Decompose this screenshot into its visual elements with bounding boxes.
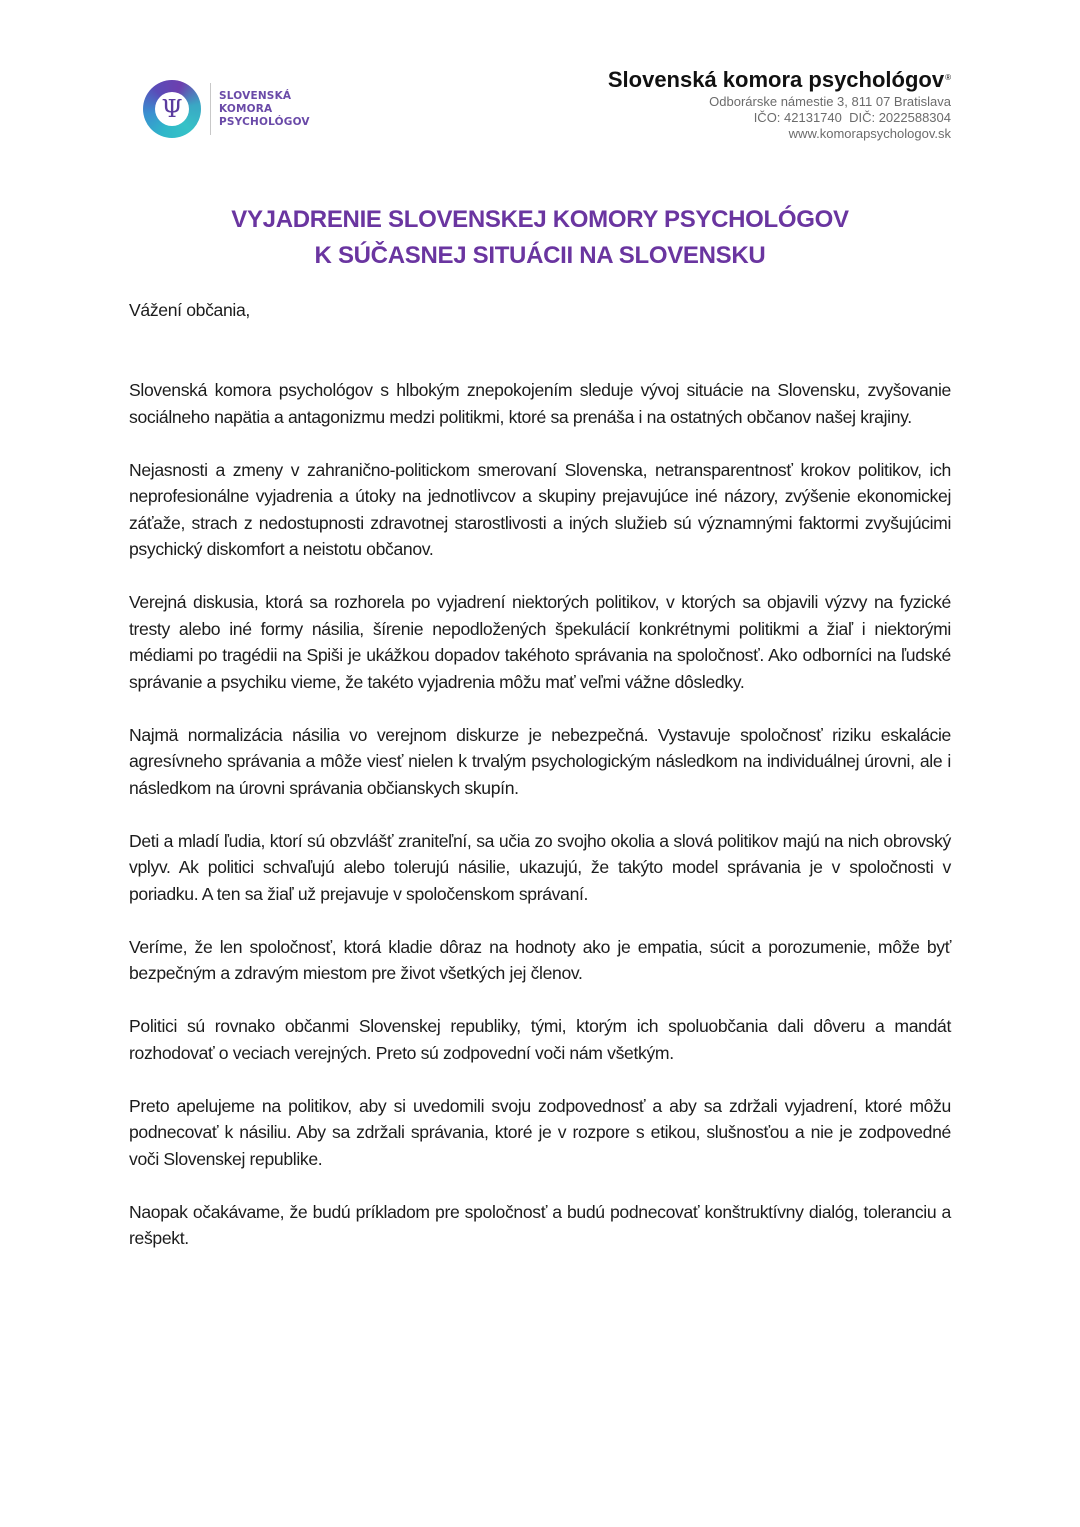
registered-mark: ® (945, 73, 951, 82)
paragraph: Veríme, že len spoločnosť, ktorá kladie dôraz na hodnoty ako je empatia, súcit a porozumenie, môže byť bezpečným a zdravým miestom pre život všetkých jej členov. (129, 936, 951, 983)
letterhead-contact (608, 66, 951, 142)
organization-name (608, 66, 951, 94)
paragraph: Politici sú rovnako občanmi Slovenskej republiky, tými, ktorým ich spoluobčania dali dôveru a mandát rozhodovať o veciach verejných. Preto sú zodpovední voči nám všetkým. (129, 1016, 951, 1063)
paragraph: Slovenská komora psychológov s hlbokým znepokojením sleduje vývoj situácie na Slovensku, zvyšovanie sociálneho napätia a antagonizmu medzi politikmi, ktoré sa prenáša i na ostatných občanov našej krajiny. (129, 380, 951, 427)
organization-name-text: Slovenská komora psychológov (607, 67, 945, 92)
document-title-line-2: K SÚČASNEJ SITUÁCII NA SLOVENSKU (314, 242, 766, 269)
psi-circle-logo-icon (143, 80, 201, 138)
letter-body (129, 377, 951, 1278)
psi-symbol: Ψ (155, 92, 189, 126)
document-title (0, 202, 1080, 274)
organization-website: www.komorapsychologov.sk (788, 126, 951, 141)
organization-logo (143, 80, 310, 138)
logo-line-3: PSYCHOLÓGOV (219, 115, 310, 128)
paragraph: Nejasnosti a zmeny v zahranično-politickom smerovaní Slovenska, netransparentnosť krokov politikov, ich neprofesionálne vyjadrenia a útoky na jednotlivcov a skupiny prejavujúce iné názory, zvýšenie ekonomickej záťaže, strach z nedostupnosti zdravotnej starostlivosti a iných služieb sú významnými faktormi zvyšujúcimi psychický diskomfort a neistotu občanov. (129, 459, 951, 559)
organization-ids: IČO: 42131740 DIČ: 2022588304 (753, 110, 951, 125)
paragraph: Deti a mladí ľudia, ktorí sú obzvlášť zraniteľní, sa učia zo svojho okolia a slová politikov majú na nich obrovský vplyv. Ak politici schvaľujú alebo tolerujú násilie, ukazujú, že takýto model správania je v spoločnosti v poriadku. A ten sa žiaľ už prejavuje v spoločenskom správaní. (129, 830, 951, 904)
paragraph: Verejná diskusia, ktorá sa rozhorela po vyjadrení niektorých politikov, v ktorých sa objavili výzvy na fyzické tresty alebo iné formy násilia, šírenie nepodložených špekulácií konkrétnymi politikmi a žiaľ i niektorými médiami po tragédii na Spiši je ukážkou dopadov takéhoto správania na spoločnosť. Ako odborníci na ľudské správanie a psychiku vieme, že takéto vyjadrenia môžu mať veľmi vážne dôsledky. (129, 592, 951, 692)
logo-divider (210, 83, 211, 135)
paragraph: Preto apelujeme na politikov, aby si uvedomili svoju zodpovednosť a aby sa zdržali vyjadrení, ktoré môžu podnecovať k násiliu. Aby sa zdržali správania, ktoré je v rozpore s etikou, slušnosťou a nie je zodpovedné voči Slovenskej republike. (129, 1095, 951, 1169)
paragraph: Najmä normalizácia násilia vo verejnom diskurze je nebezpečná. Vystavuje spoločnosť riziku eskalácie agresívneho správania a môže viesť nielen k trvalým psychologickým následkom na individuálnej úrovni, ale i následkom na úrovni správania občianskych skupín. (129, 724, 951, 798)
logo-wordmark (219, 90, 310, 129)
letter-greeting: Vážení občania, (129, 300, 250, 320)
paragraph: Naopak očakávame, že budú príkladom pre spoločnosť a budú podnecovať konštruktívny dialóg, toleranciu a rešpekt. (129, 1201, 951, 1248)
logo-line-2: KOMORA (219, 102, 273, 115)
document-title-line-1: VYJADRENIE SLOVENSKEJ KOMORY PSYCHOLÓGOV (231, 206, 849, 233)
logo-line-1: SLOVENSKÁ (219, 89, 292, 102)
organization-address: Odborárske námestie 3, 811 07 Bratislava (709, 94, 951, 109)
